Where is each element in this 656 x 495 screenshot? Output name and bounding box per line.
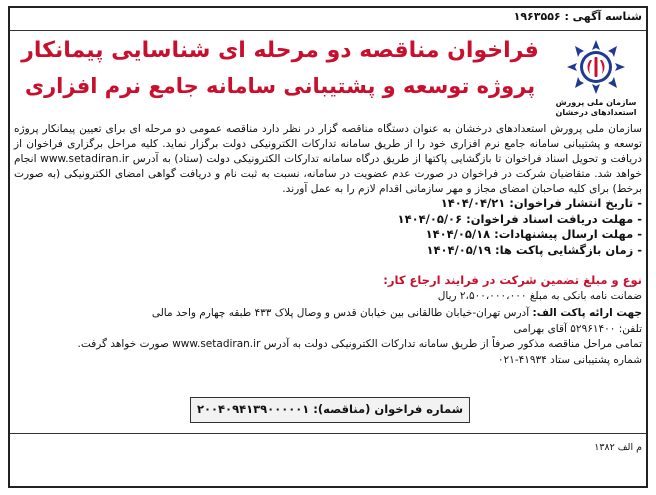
intro-paragraph: سازمان ملی پرورش استعدادهای درخشان به عنوان دستگاه مناقصه گزار در نظر دارد مناقصه عمومی دو مرحله ای برای تعیین پیمانکار پروژه توسعه و پشتیبانی سامانه جامع نرم افزاری خود را از طریق سامانه تدارکات الکترونیکی دولت برگزار نماید. کلیه مراحل برگزاری فراخوان از دریافت و تحویل اسناد فراخوان تا بازگشایی پاکتها از طریق درگاه سامانه تدارکات الکترونیکی دولت (ستاد) به آدرس www.setadiran.ir انجام خواهد شد. متقاضیان شرکت در فراخوان در صورت عدم عضویت در سامانه، نسبت به ثبت نام و دریافت گواهی امضای الکترونیکی (به صورت برخط) برای کلیه صاحبان امضای مجاز و مهر سازمانی اقدام لازم را به عمل آورند.	[14, 123, 642, 195]
publish-date: - تاریخ انتشار فراخوان: ۱۴۰۴/۰۴/۲۱	[440, 196, 642, 210]
emblem-icon	[565, 38, 627, 96]
notice-title-line-1: فراخوان مناقصه دو مرحله ای شناسایی پیمانکار	[21, 38, 539, 63]
footer-code: م الف ۱۳۸۲	[594, 442, 642, 453]
logo-caption: سازمان ملی پرورش استعدادهای درخشان	[555, 98, 637, 117]
opening-date: - زمان بازگشایی پاکت ها: ۱۴۰۴/۰۵/۱۹	[426, 242, 642, 257]
organization-logo	[552, 38, 640, 118]
phone-line: تلفن: ۵۲۹۶۱۴۰۰ آقای بهرامی	[513, 322, 642, 335]
address-text: آدرس تهران-خیابان طالقانی بین خیابان قدس و وصال پلاک ۴۳۳ طبقه چهارم واحد مالی	[151, 307, 530, 319]
notice-title-line-2: پروژه توسعه و پشتیبانی سامانه جامع نرم افزاری	[24, 74, 536, 98]
guarantee-title: نوع و مبلغ تضمین شرکت در فرایند ارجاع کار:	[383, 273, 642, 287]
key-dates	[14, 196, 642, 258]
tender-number-box: شماره فراخوان (مناقصه): ۲۰۰۴۰۹۴۱۳۹۰۰۰۰۰۱	[190, 397, 470, 423]
address-block	[14, 306, 642, 368]
address-line	[14, 306, 642, 322]
guarantee-text: ضمانت نامه بانکی به مبلغ ۲،۵۰۰،۰۰۰،۰۰۰ ریال	[437, 290, 642, 302]
header-divider	[10, 30, 646, 31]
documents-deadline: - مهلت دریافت اسناد فراخوان: ۱۴۰۴/۰۵/۰۶	[397, 211, 642, 226]
support-number: شماره پشتیبانی ستاد ۴۱۹۳۴-۰۲۱	[497, 353, 642, 366]
procedure-note: تمامی مراحل مناقصه مذکور صرفاً از طریق سامانه تدارکات الکترونیکی دولت به آدرس www.setadiran.ir صورت خواهد گرفت.	[77, 338, 642, 350]
submission-deadline: - مهلت ارسال پیشنهادات: ۱۴۰۴/۰۵/۱۸	[425, 227, 642, 242]
address-label: جهت ارائه پاکت الف:	[532, 307, 642, 319]
ad-number: شناسه آگهی : ۱۹۶۳۵۵۶	[513, 10, 642, 23]
footer-divider	[10, 433, 646, 434]
